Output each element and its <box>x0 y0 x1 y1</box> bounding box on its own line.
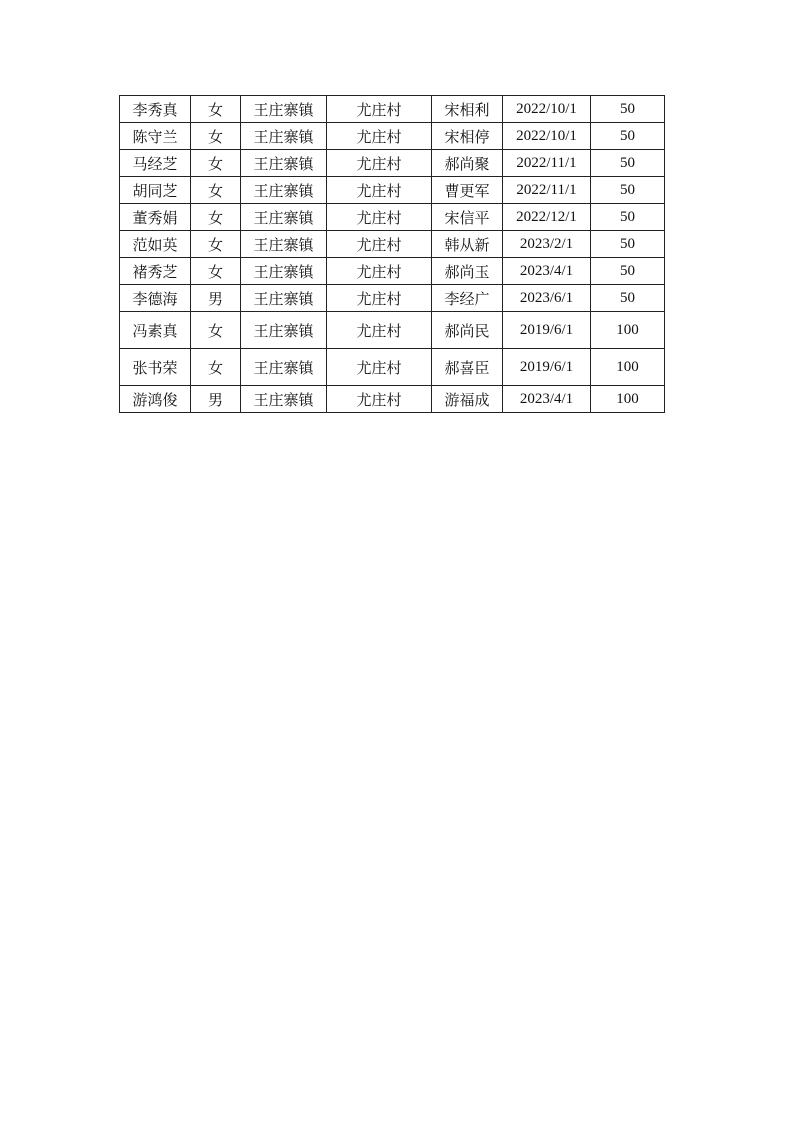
date-cell: 2022/10/1 <box>503 123 591 150</box>
village-cell: 尤庄村 <box>327 285 432 312</box>
town-cell: 王庄寨镇 <box>241 349 327 386</box>
gender-cell: 女 <box>191 204 241 231</box>
table-row <box>120 231 665 258</box>
date-cell: 2023/4/1 <box>503 258 591 285</box>
amount-cell: 50 <box>591 285 665 312</box>
table-row <box>120 123 665 150</box>
amount-cell: 50 <box>591 258 665 285</box>
town-cell: 王庄寨镇 <box>241 96 327 123</box>
table-row <box>120 312 665 349</box>
table-row <box>120 386 665 413</box>
amount-cell: 100 <box>591 349 665 386</box>
town-cell: 王庄寨镇 <box>241 386 327 413</box>
contact-cell: 游福成 <box>432 386 503 413</box>
name-cell: 游鸿俊 <box>120 386 191 413</box>
village-cell: 尤庄村 <box>327 349 432 386</box>
name-cell: 褚秀芝 <box>120 258 191 285</box>
amount-cell: 50 <box>591 123 665 150</box>
town-cell: 王庄寨镇 <box>241 312 327 349</box>
date-cell: 2019/6/1 <box>503 349 591 386</box>
contact-cell: 曹更军 <box>432 177 503 204</box>
name-cell: 董秀娟 <box>120 204 191 231</box>
name-cell: 李秀真 <box>120 96 191 123</box>
contact-cell: 郝喜臣 <box>432 349 503 386</box>
table-row <box>120 204 665 231</box>
records-body <box>120 96 665 413</box>
amount-cell: 50 <box>591 177 665 204</box>
records-table <box>119 95 665 413</box>
gender-cell: 男 <box>191 285 241 312</box>
gender-cell: 女 <box>191 231 241 258</box>
gender-cell: 男 <box>191 386 241 413</box>
amount-cell: 50 <box>591 231 665 258</box>
gender-cell: 女 <box>191 258 241 285</box>
table-row <box>120 258 665 285</box>
village-cell: 尤庄村 <box>327 150 432 177</box>
date-cell: 2022/10/1 <box>503 96 591 123</box>
contact-cell: 郝尚民 <box>432 312 503 349</box>
village-cell: 尤庄村 <box>327 177 432 204</box>
amount-cell: 50 <box>591 204 665 231</box>
town-cell: 王庄寨镇 <box>241 177 327 204</box>
name-cell: 范如英 <box>120 231 191 258</box>
amount-cell: 50 <box>591 96 665 123</box>
village-cell: 尤庄村 <box>327 96 432 123</box>
table-row <box>120 150 665 177</box>
village-cell: 尤庄村 <box>327 258 432 285</box>
gender-cell: 女 <box>191 96 241 123</box>
contact-cell: 宋信平 <box>432 204 503 231</box>
date-cell: 2022/11/1 <box>503 177 591 204</box>
gender-cell: 女 <box>191 312 241 349</box>
date-cell: 2023/6/1 <box>503 285 591 312</box>
gender-cell: 女 <box>191 123 241 150</box>
gender-cell: 女 <box>191 150 241 177</box>
amount-cell: 50 <box>591 150 665 177</box>
town-cell: 王庄寨镇 <box>241 258 327 285</box>
village-cell: 尤庄村 <box>327 204 432 231</box>
name-cell: 李德海 <box>120 285 191 312</box>
village-cell: 尤庄村 <box>327 123 432 150</box>
name-cell: 陈守兰 <box>120 123 191 150</box>
amount-cell: 100 <box>591 386 665 413</box>
town-cell: 王庄寨镇 <box>241 150 327 177</box>
village-cell: 尤庄村 <box>327 231 432 258</box>
table-row <box>120 285 665 312</box>
contact-cell: 宋相停 <box>432 123 503 150</box>
contact-cell: 李经广 <box>432 285 503 312</box>
village-cell: 尤庄村 <box>327 312 432 349</box>
name-cell: 胡同芝 <box>120 177 191 204</box>
gender-cell: 女 <box>191 349 241 386</box>
date-cell: 2022/11/1 <box>503 150 591 177</box>
contact-cell: 宋相利 <box>432 96 503 123</box>
village-cell: 尤庄村 <box>327 386 432 413</box>
contact-cell: 郝尚聚 <box>432 150 503 177</box>
name-cell: 张书荣 <box>120 349 191 386</box>
amount-cell: 100 <box>591 312 665 349</box>
town-cell: 王庄寨镇 <box>241 204 327 231</box>
gender-cell: 女 <box>191 177 241 204</box>
date-cell: 2019/6/1 <box>503 312 591 349</box>
town-cell: 王庄寨镇 <box>241 123 327 150</box>
table-row <box>120 177 665 204</box>
date-cell: 2023/2/1 <box>503 231 591 258</box>
contact-cell: 郝尚玉 <box>432 258 503 285</box>
town-cell: 王庄寨镇 <box>241 285 327 312</box>
date-cell: 2023/4/1 <box>503 386 591 413</box>
table-row <box>120 96 665 123</box>
town-cell: 王庄寨镇 <box>241 231 327 258</box>
name-cell: 冯素真 <box>120 312 191 349</box>
contact-cell: 韩从新 <box>432 231 503 258</box>
name-cell: 马经芝 <box>120 150 191 177</box>
table-row <box>120 349 665 386</box>
date-cell: 2022/12/1 <box>503 204 591 231</box>
